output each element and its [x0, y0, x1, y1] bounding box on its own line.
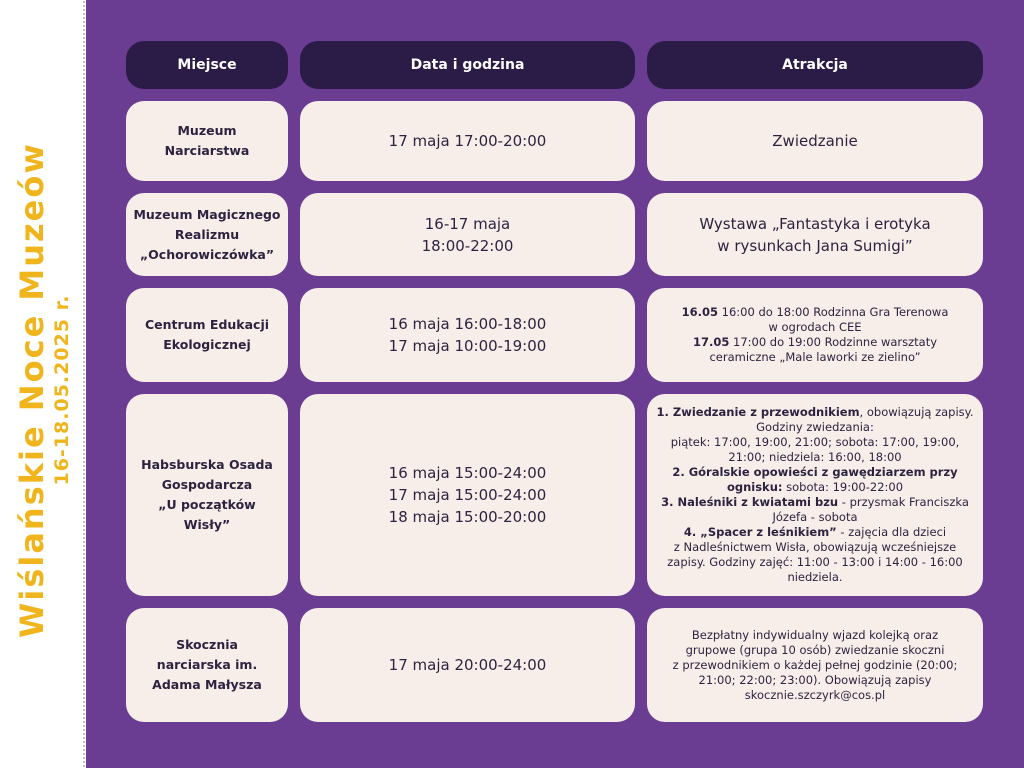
- header-attraction: [647, 41, 983, 89]
- attraction-line: [657, 495, 974, 510]
- header-date: [300, 41, 635, 89]
- sidebar: [0, 0, 86, 768]
- attraction-line: z przewodnikiem o każdej pełnej godzinie (20:00;: [672, 657, 958, 672]
- row4-date: [300, 394, 635, 596]
- attraction-line: z Nadleśnictwem Wisła, obowiązują wcześniejsze: [673, 540, 957, 554]
- place-line: Realizmu: [174, 226, 240, 242]
- event-title: Wiślańskie Noce Muzeów: [13, 142, 51, 638]
- attraction-text: sobota: 19:00-22:00: [782, 480, 904, 494]
- place-line: Adama Małysza: [152, 677, 262, 692]
- header-attraction-label: Atrakcja: [782, 57, 848, 73]
- attraction-line: 21:00; niedziela: 16:00, 18:00: [728, 450, 902, 464]
- row2-date: [300, 193, 635, 276]
- place-line: Wisły”: [183, 517, 231, 532]
- row2-place: [126, 193, 288, 276]
- place-line: Ekologicznej: [163, 337, 251, 352]
- row1-place: [126, 101, 288, 181]
- place-line: Centrum Edukacji: [144, 317, 270, 332]
- attraction-text: , obowiązują zapisy.: [859, 405, 974, 419]
- attraction-line: [657, 465, 974, 480]
- header-date-label: Data i godzina: [410, 57, 525, 73]
- place-line: Muzeum Magicznego: [133, 206, 281, 222]
- place-line: Habsburska Osada: [141, 457, 273, 472]
- row4-attraction: [647, 394, 983, 596]
- row1-attraction: [647, 101, 983, 181]
- date-line: 16-17 maja: [424, 214, 511, 233]
- date-line: 17 maja 15:00-24:00: [388, 486, 547, 504]
- attraction-line: [657, 480, 974, 495]
- attraction-line: [657, 525, 974, 540]
- row3-place: [126, 288, 288, 382]
- attraction-line: [682, 335, 949, 350]
- attraction-line: [657, 405, 974, 420]
- row5-attraction: [647, 608, 983, 722]
- attraction-text: - zajęcia dla dzieci: [836, 525, 947, 539]
- place-line: Narciarstwa: [164, 143, 250, 158]
- vertical-title: [13, 142, 73, 638]
- attraction-line: 21:00; 22:00; 23:00). Obowiązują zapisy: [698, 672, 932, 687]
- attraction-text: 16:00 do 18:00 Rodzinna Gra Terenowa: [718, 305, 949, 319]
- item-title: 2. Góralskie opowieści z gawędziarzem przy: [672, 465, 958, 479]
- attraction-line: grupowe (grupa 10 osób) zwiedzanie skoczni: [685, 642, 945, 657]
- date-bold: 16.05: [681, 305, 718, 319]
- attraction-line: Bezpłatny indywidualny wjazd kolejką oraz: [691, 627, 939, 642]
- item-title: 4. „Spacer z leśnikiem”: [683, 525, 837, 539]
- row3-date: [300, 288, 635, 382]
- date-line: 18:00-22:00: [421, 236, 514, 255]
- attraction-text: 17:00 do 19:00 Rodzinne warsztaty: [729, 335, 938, 349]
- date-line: 17 maja 10:00-19:00: [388, 337, 547, 355]
- row2-attraction: [647, 193, 983, 276]
- item-title: ognisku:: [726, 480, 783, 494]
- dotted-divider: [82, 0, 86, 768]
- place-line: narciarska im.: [156, 657, 258, 672]
- place-line: „U początków: [158, 497, 256, 512]
- attraction-line: ceramiczne „Male laworki ze zielino”: [709, 350, 921, 364]
- attraction-line: piątek: 17:00, 19:00, 21:00; sobota: 17:00, 19:00,: [670, 435, 960, 449]
- event-dates: 16-18.05.2025 r.: [51, 294, 73, 486]
- attraction-line: w rysunkach Jana Sumigi”: [717, 236, 913, 255]
- place-line: „Ochorowiczówka”: [139, 246, 275, 262]
- item-title: 3. Naleśniki z kwiatami bzu: [661, 495, 839, 509]
- contact-email[interactable]: skocznie.szczyrk@cos.pl: [744, 687, 886, 702]
- attraction-text: Zwiedzanie: [772, 132, 858, 150]
- attraction-text: - przysmak Franciszka: [838, 495, 969, 509]
- row4-place: [126, 394, 288, 596]
- attraction-line: [682, 305, 949, 320]
- attraction-line: zapisy. Godziny zajęć: 11:00 - 13:00 i 14:00 - 16:00: [667, 555, 963, 569]
- row1-date: [300, 101, 635, 181]
- attraction-line: niedziela.: [787, 570, 843, 584]
- date-line: 17 maja 17:00-20:00: [388, 132, 547, 150]
- date-line: 17 maja 20:00-24:00: [388, 656, 547, 674]
- date-line: 16 maja 16:00-18:00: [388, 315, 547, 333]
- place-line: Muzeum: [177, 123, 237, 138]
- date-line: 18 maja 15:00-20:00: [388, 508, 547, 526]
- row3-attraction: [647, 288, 983, 382]
- header-place-label: Miejsce: [177, 57, 237, 73]
- attraction-line: Wystawa „Fantastyka i erotyka: [699, 214, 931, 233]
- row5-place: [126, 608, 288, 722]
- place-line: Skocznia: [176, 637, 238, 652]
- attraction-line: Józefa - sobota: [772, 510, 858, 524]
- item-title: 1. Zwiedzanie z przewodnikiem: [656, 405, 860, 419]
- place-line: Gospodarcza: [161, 477, 253, 492]
- date-bold: 17.05: [692, 335, 730, 349]
- row5-date: [300, 608, 635, 722]
- date-line: 16 maja 15:00-24:00: [388, 464, 547, 482]
- attraction-line: Godziny zwiedzania:: [756, 420, 874, 434]
- header-place: [126, 41, 288, 89]
- attraction-line: w ogrodach CEE: [768, 320, 862, 334]
